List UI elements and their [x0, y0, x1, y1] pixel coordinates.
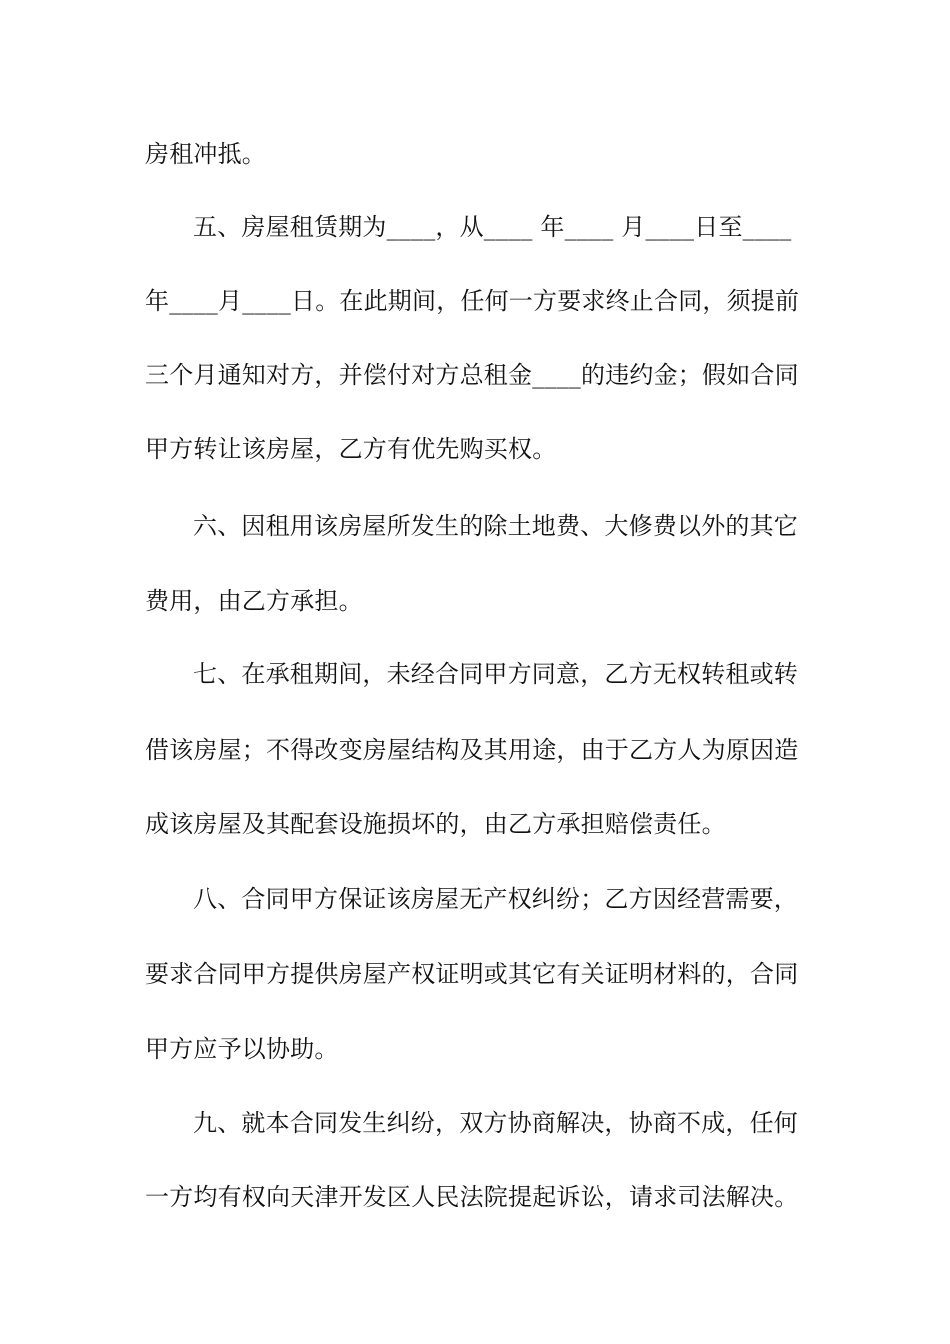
- clause-5-line-1: 五、房屋租赁期为____，从____ 年____ 月____日至____: [193, 213, 792, 241]
- clause-7-line-3: 成该房屋及其配套设施损坏的，由乙方承担赔偿责任。: [145, 810, 726, 838]
- clause-5-line-2: 年____月____日。在此期间，任何一方要求终止合同，须提前: [145, 287, 800, 315]
- text-line-1: 房租冲抵。: [145, 140, 266, 168]
- clause-5-line-4: 甲方转让该房屋，乙方有优先购买权。: [145, 435, 557, 463]
- clause-5-line-3: 三个月通知对方，并偿付对方总租金____的违约金；假如合同: [145, 361, 799, 389]
- clause-8-line-2: 要求合同甲方提供房屋产权证明或其它有关证明材料的，合同: [145, 960, 799, 988]
- clause-9-line-2: 一方均有权向天津开发区人民法院提起诉讼，请求司法解决。: [145, 1183, 799, 1211]
- clause-7-line-1: 七、在承租期间，未经合同甲方同意，乙方无权转租或转: [193, 660, 798, 688]
- clause-6-line-1: 六、因租用该房屋所发生的除土地费、大修费以外的其它: [193, 512, 798, 540]
- clause-7-line-2: 借该房屋；不得改变房屋结构及其用途，由于乙方人为原因造: [145, 736, 799, 764]
- clause-6-line-2: 费用，由乙方承担。: [145, 587, 363, 615]
- clause-8-line-1: 八、合同甲方保证该房屋无产权纠纷；乙方因经营需要，: [193, 885, 798, 913]
- clause-9-line-1: 九、就本合同发生纠纷，双方协商解决，协商不成，任何: [193, 1109, 798, 1137]
- clause-8-line-3: 甲方应予以协助。: [145, 1035, 339, 1063]
